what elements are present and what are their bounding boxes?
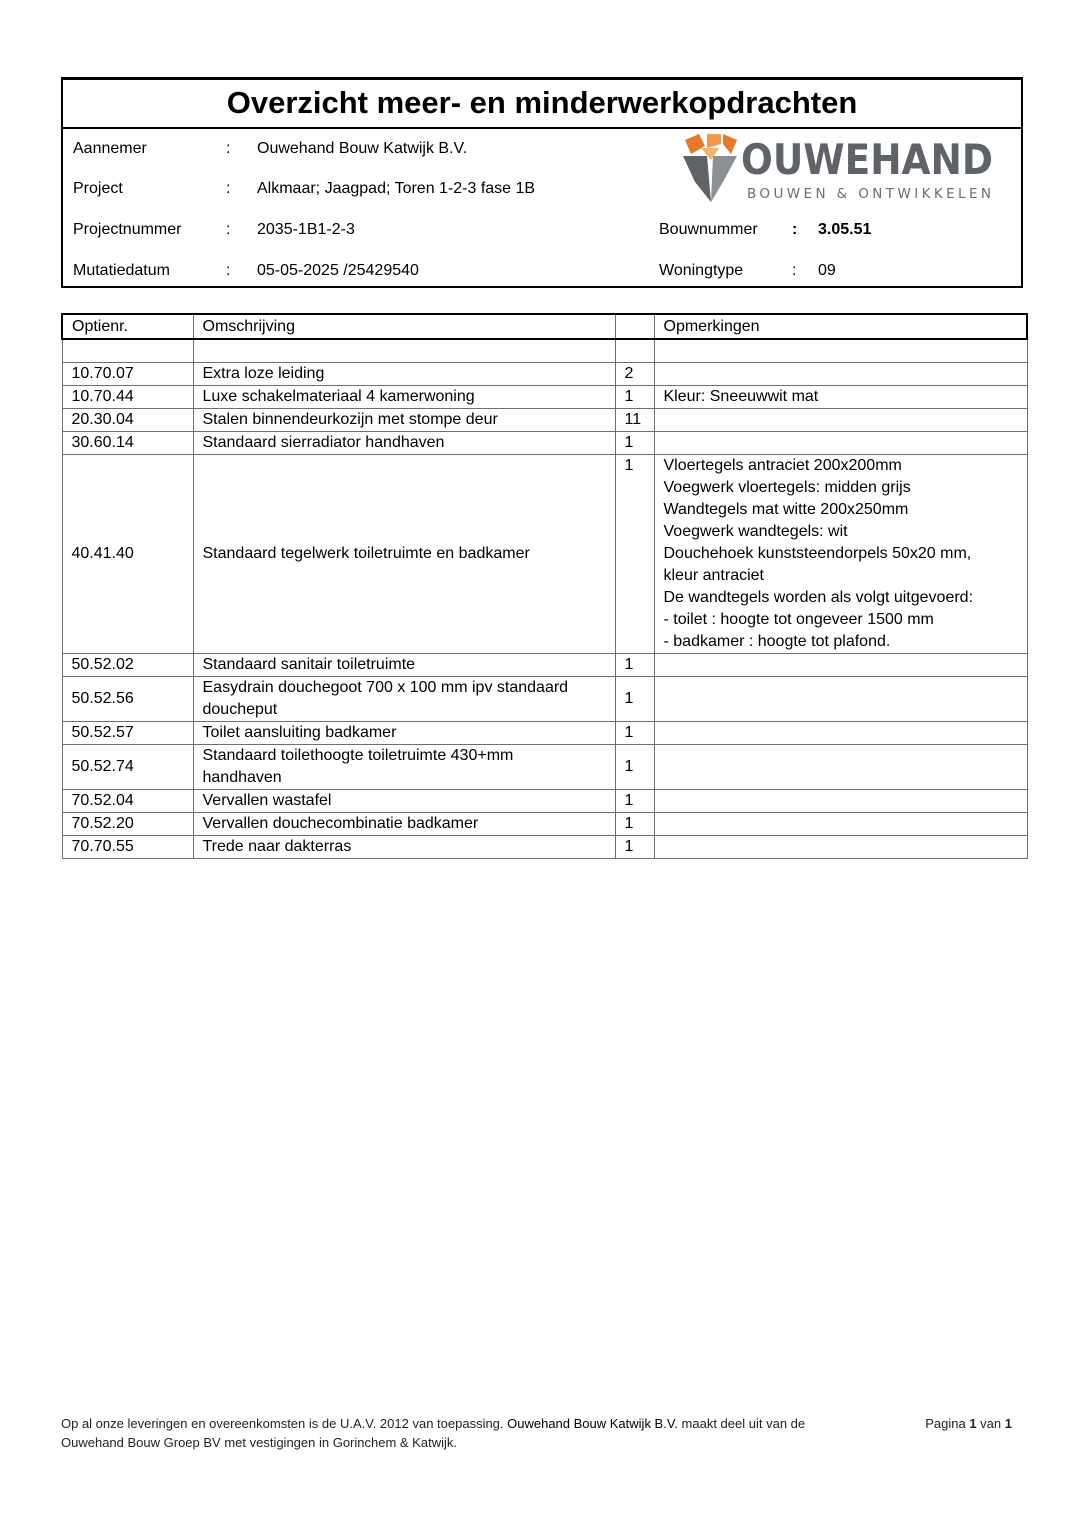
column-header-opmerkingen: Opmerkingen xyxy=(654,314,1027,339)
cell-aantal: 11 xyxy=(615,409,654,432)
cell-aantal: 1 xyxy=(615,790,654,813)
cell-omschrijving: Standaard sierradiator handhaven xyxy=(193,432,615,455)
table-row xyxy=(62,363,1027,386)
cell-optienr: 70.52.20 xyxy=(62,813,193,836)
cell-optienr: 50.52.02 xyxy=(62,654,193,677)
cell-opmerkingen xyxy=(654,745,1027,790)
cell-omschrijving: Extra loze leiding xyxy=(193,363,615,386)
table-row xyxy=(62,339,1027,363)
cell-opmerkingen xyxy=(654,363,1027,386)
cell-optienr: 70.52.04 xyxy=(62,790,193,813)
cell-aantal: 1 xyxy=(615,722,654,745)
document-header xyxy=(61,77,1023,288)
label-projectnummer: Projectnummer xyxy=(73,221,182,238)
cell-optienr: 10.70.44 xyxy=(62,386,193,409)
label-bouwnummer: Bouwnummer xyxy=(659,221,758,238)
separator: : xyxy=(792,221,798,238)
column-header-optienr: Optienr. xyxy=(62,314,193,339)
table-row xyxy=(62,813,1027,836)
cell-optienr: 70.70.55 xyxy=(62,836,193,859)
cell-aantal: 1 xyxy=(615,677,654,722)
page-number xyxy=(925,1414,1012,1433)
cell-opmerkingen xyxy=(654,654,1027,677)
value-aannemer: Ouwehand Bouw Katwijk B.V. xyxy=(257,140,468,157)
cell-omschrijving: Trede naar dakterras xyxy=(193,836,615,859)
cell-optienr: 20.30.04 xyxy=(62,409,193,432)
table-row xyxy=(62,386,1027,409)
page-current: 1 xyxy=(969,1416,977,1431)
cell-opmerkingen xyxy=(654,677,1027,722)
cell-optienr xyxy=(62,339,193,363)
cell-omschrijving: Standaard toilethoogte toiletruimte 430+mm handhaven xyxy=(193,745,615,790)
table-row xyxy=(62,432,1027,455)
table-row xyxy=(62,790,1027,813)
cell-optienr: 10.70.07 xyxy=(62,363,193,386)
cell-opmerkingen xyxy=(654,722,1027,745)
cell-omschrijving: Standaard sanitair toiletruimte xyxy=(193,654,615,677)
table-row xyxy=(62,654,1027,677)
table-row xyxy=(62,409,1027,432)
page-separator: van xyxy=(980,1416,1002,1431)
cell-opmerkingen xyxy=(654,339,1027,363)
separator: : xyxy=(792,262,797,279)
label-woningtype: Woningtype xyxy=(659,262,744,279)
value-bouwnummer: 3.05.51 xyxy=(818,221,872,238)
table-row xyxy=(62,455,1027,654)
table-row xyxy=(62,745,1027,790)
ouwehand-logo xyxy=(681,130,1001,206)
footer-disclaimer xyxy=(61,1414,841,1452)
cell-omschrijving: Standaard tegelwerk toiletruimte en badkamer xyxy=(193,455,615,654)
cell-omschrijving: Vervallen wastafel xyxy=(193,790,615,813)
cell-aantal: 2 xyxy=(615,363,654,386)
separator: : xyxy=(226,180,231,197)
cell-opmerkingen: Vloertegels antraciet 200x200mm Voegwerk vloertegels: midden grijs Wandtegels mat witte 200x250mm Voegwerk wandtegels: wit Douchehoek kunststeendorpels 50x20 mm, kleur antraciet De wandtegels worden als volgt uitgevoerd: - toilet : hoogte tot ongeveer 1500 mm - badkamer : hoogte tot plafond. xyxy=(654,455,1027,654)
value-project: Alkmaar; Jaagpad; Toren 1-2-3 fase 1B xyxy=(257,180,536,197)
separator: : xyxy=(226,140,231,157)
table-header-row xyxy=(62,314,1027,339)
label-project: Project xyxy=(73,180,123,197)
cell-omschrijving: Luxe schakelmateriaal 4 kamerwoning xyxy=(193,386,615,409)
value-woningtype: 09 xyxy=(818,262,836,279)
cell-omschrijving: Vervallen douchecombinatie badkamer xyxy=(193,813,615,836)
cell-aantal: 1 xyxy=(615,813,654,836)
cell-aantal: 1 xyxy=(615,455,654,654)
cell-aantal: 1 xyxy=(615,654,654,677)
label-aannemer: Aannemer xyxy=(73,140,147,157)
cell-aantal: 1 xyxy=(615,432,654,455)
page-total: 1 xyxy=(1004,1416,1012,1431)
cell-omschrijving: Easydrain douchegoot 700 x 100 mm ipv standaard doucheput xyxy=(193,677,615,722)
cell-aantal xyxy=(615,339,654,363)
column-header-aantal xyxy=(615,314,654,339)
cell-optienr: 50.52.56 xyxy=(62,677,193,722)
logo-wordmark: OUWEHAND xyxy=(741,135,993,184)
logo-emblem-icon xyxy=(683,134,737,202)
footer-company: Ouwehand Bouw Katwijk B.V. xyxy=(507,1416,678,1431)
label-mutatiedatum: Mutatiedatum xyxy=(73,262,170,279)
logo-tagline: BOUWEN & ONTWIKKELEN xyxy=(747,186,991,202)
document-title: Overzicht meer- en minderwerkopdrachten xyxy=(63,80,1021,129)
value-mutatiedatum: 05-05-2025 /25429540 xyxy=(257,262,419,279)
value-projectnummer: 2035-1B1-2-3 xyxy=(257,221,355,238)
footer-text-1: Op al onze leveringen en overeenkomsten is de U.A.V. 2012 van toepassing. xyxy=(61,1416,508,1431)
separator: : xyxy=(226,262,231,279)
cell-omschrijving xyxy=(193,339,615,363)
cell-opmerkingen xyxy=(654,432,1027,455)
table-row xyxy=(62,836,1027,859)
cell-aantal: 1 xyxy=(615,745,654,790)
page-label: Pagina xyxy=(925,1416,966,1431)
separator: : xyxy=(226,221,231,238)
cell-aantal: 1 xyxy=(615,386,654,409)
cell-opmerkingen xyxy=(654,409,1027,432)
column-header-omschrijving: Omschrijving xyxy=(193,314,615,339)
cell-aantal: 1 xyxy=(615,836,654,859)
cell-omschrijving: Toilet aansluiting badkamer xyxy=(193,722,615,745)
table-row xyxy=(62,677,1027,722)
cell-opmerkingen xyxy=(654,813,1027,836)
cell-optienr: 50.52.57 xyxy=(62,722,193,745)
cell-opmerkingen xyxy=(654,836,1027,859)
cell-opmerkingen xyxy=(654,790,1027,813)
cell-omschrijving: Stalen binnendeurkozijn met stompe deur xyxy=(193,409,615,432)
cell-optienr: 40.41.40 xyxy=(62,455,193,654)
cell-opmerkingen: Kleur: Sneeuwwit mat xyxy=(654,386,1027,409)
cell-optienr: 30.60.14 xyxy=(62,432,193,455)
cell-optienr: 50.52.74 xyxy=(62,745,193,790)
footer-text-2: maakt deel uit van de Ouwehand Bouw Groep BV met vestigingen in Gorinchem & Katwijk. xyxy=(61,1416,806,1450)
options-table xyxy=(61,313,1028,859)
table-row xyxy=(62,722,1027,745)
